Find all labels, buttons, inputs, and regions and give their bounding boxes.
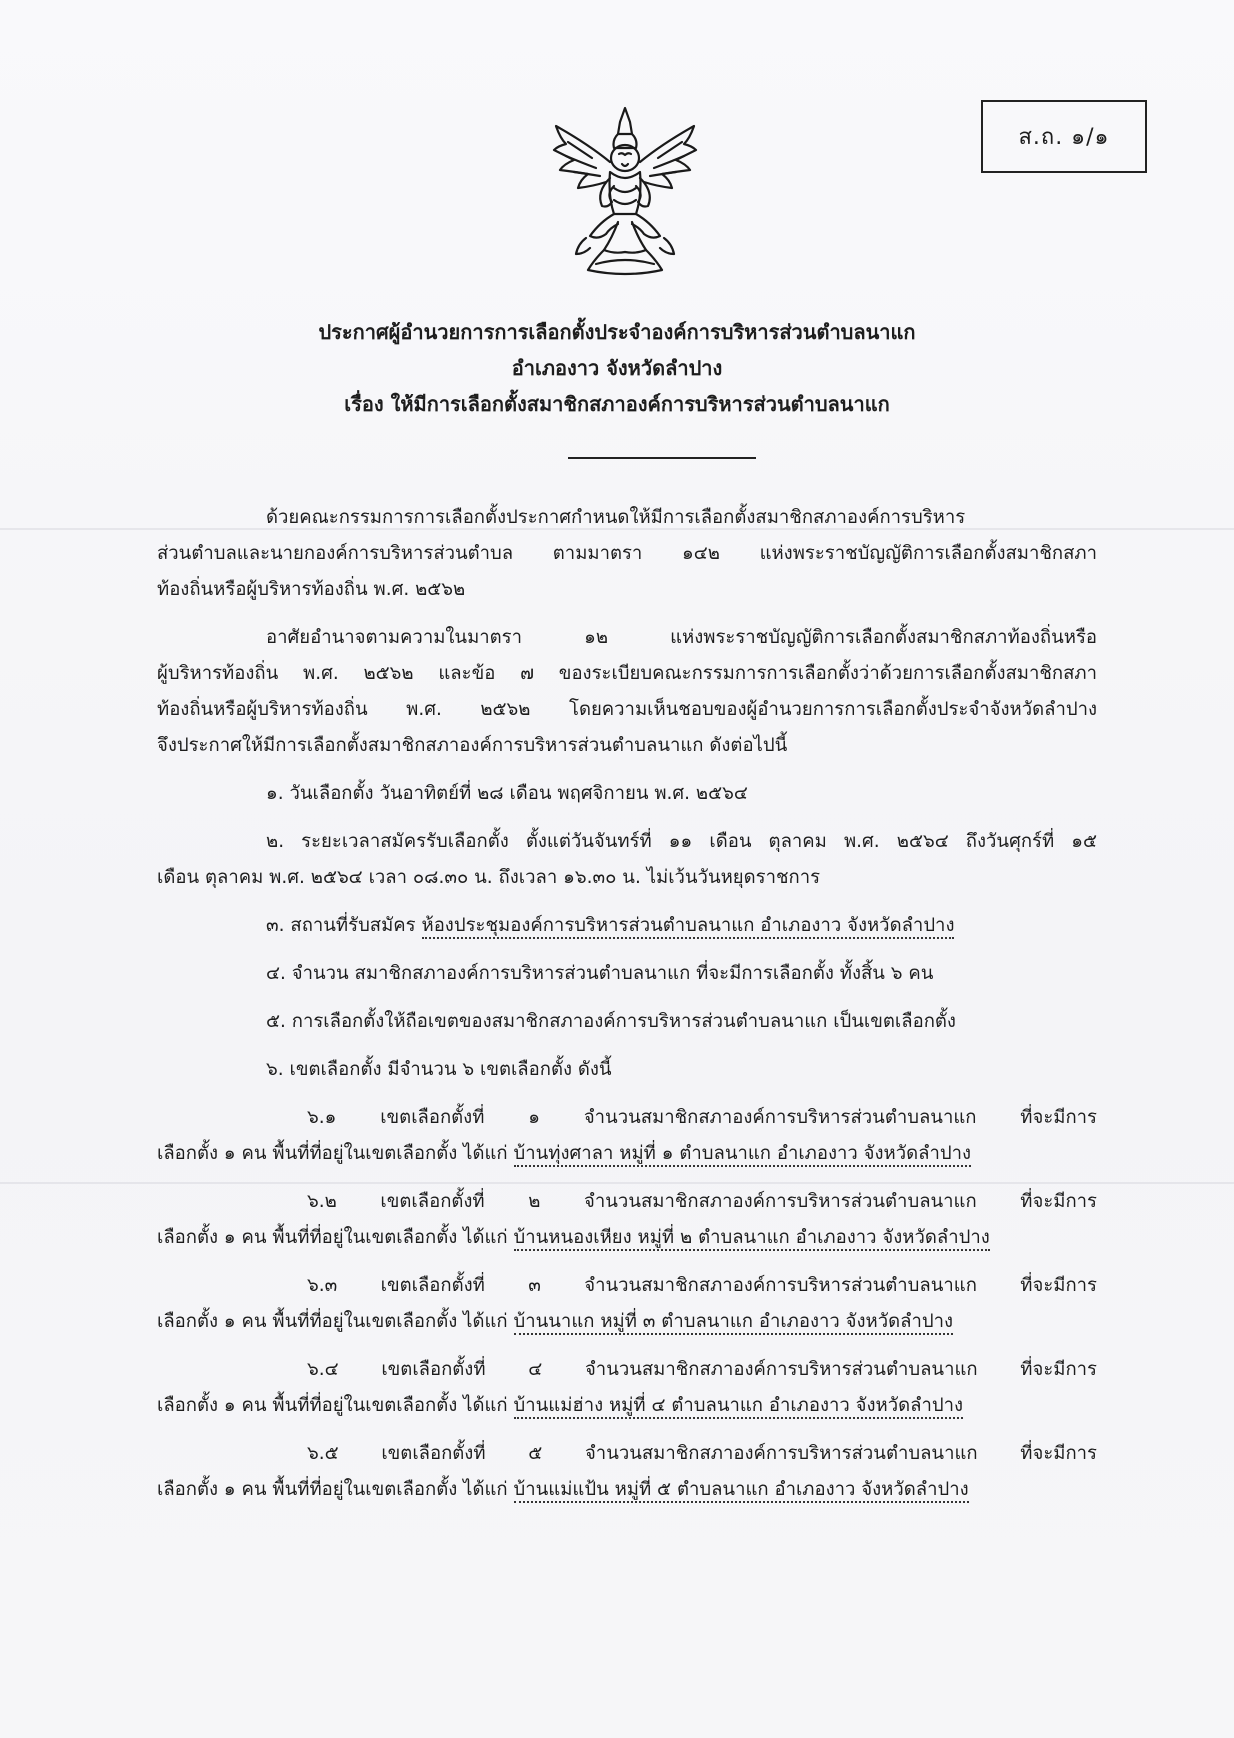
district-prefix: เลือกตั้ง ๑ คน พื้นที่ที่อยู่ในเขตเลือกตั้ง ได้แก่	[157, 1479, 514, 1500]
district-1-area-line	[157, 1136, 1097, 1172]
district-5-area-line	[157, 1472, 1097, 1508]
item-constituency: ๕. การเลือกตั้งให้ถือเขตของสมาชิกสภาองค์การบริหารส่วนตำบลนาแก เป็นเขตเลือกตั้ง	[266, 1011, 956, 1032]
title-line-2: อำเภองาว จังหวัดลำปาง	[511, 356, 723, 380]
district-1-area: บ้านทุ่งศาลา หมู่ที่ ๑ ตำบลนาแก อำเภองาว จังหวัดลำปาง	[514, 1143, 972, 1167]
form-code: ส.ถ. ๑/๑	[1018, 125, 1110, 150]
item-label: ๓. สถานที่รับสมัคร	[266, 915, 422, 936]
item-districts: ๖. เขตเลือกตั้ง มีจำนวน ๖ เขตเลือกตั้ง ดังนี้	[266, 1059, 612, 1080]
district-prefix: เลือกตั้ง ๑ คน พื้นที่ที่อยู่ในเขตเลือกตั้ง ได้แก่	[157, 1227, 514, 1248]
title-line-1: ประกาศผู้อำนวยการการเลือกตั้งประจำองค์การบริหารส่วนตำบลนาแก	[318, 320, 916, 344]
district-3-area-line	[157, 1304, 1097, 1340]
item-application-place	[157, 908, 1097, 944]
paragraph-1-line: ท้องถิ่นหรือผู้บริหารท้องถิ่น พ.ศ. ๒๕๖๒	[157, 579, 466, 600]
district-5-area: บ้านแม่แป้น หมู่ที่ ๕ ตำบลนาแก อำเภองาว จังหวัดลำปาง	[514, 1479, 969, 1503]
paragraph-2-line: ท้องถิ่นหรือผู้บริหารท้องถิ่น พ.ศ. ๒๕๖๒ โดยความเห็นชอบของผู้อำนวยการการเลือกตั้งประจำจังหวัดลำปาง	[157, 699, 1097, 720]
district-4-area-line	[157, 1388, 1097, 1424]
paragraph-2-line: อาศัยอำนาจตามความในมาตรา ๑๒ แห่งพระราชบัญญัติการเลือกตั้งสมาชิกสภาท้องถิ่นหรือ	[266, 627, 1097, 648]
district-3-line: ๖.๓ เขตเลือกตั้งที่ ๓ จำนวนสมาชิกสภาองค์การบริหารส่วนตำบลนาแก ที่จะมีการ	[307, 1275, 1097, 1296]
item-election-date: ๑. วันเลือกตั้ง วันอาทิตย์ที่ ๒๘ เดือน พฤศจิกายน พ.ศ. ๒๕๖๔	[266, 783, 748, 804]
item-application-period-cont: เดือน ตุลาคม พ.ศ. ๒๕๖๔ เวลา ๐๘.๓๐ น. ถึงเวลา ๑๖.๓๐ น. ไม่เว้นวันหยุดราชการ	[157, 867, 821, 888]
district-2-area: บ้านหนองเหียง หมู่ที่ ๒ ตำบลนาแก อำเภองาว จังหวัดลำปาง	[514, 1227, 990, 1251]
district-prefix: เลือกตั้ง ๑ คน พื้นที่ที่อยู่ในเขตเลือกตั้ง ได้แก่	[157, 1311, 514, 1332]
announcement-title	[0, 314, 1234, 422]
district-prefix: เลือกตั้ง ๑ คน พื้นที่ที่อยู่ในเขตเลือกตั้ง ได้แก่	[157, 1395, 514, 1416]
district-4-line: ๖.๔ เขตเลือกตั้งที่ ๔ จำนวนสมาชิกสภาองค์การบริหารส่วนตำบลนาแก ที่จะมีการ	[307, 1359, 1097, 1380]
item-application-period: ๒. ระยะเวลาสมัครรับเลือกตั้ง ตั้งแต่วันจันทร์ที่ ๑๑ เดือน ตุลาคม พ.ศ. ๒๕๖๔ ถึงวันศุกร์ที่ ๑๕	[266, 831, 1097, 852]
paragraph-2-line: จึงประกาศให้มีการเลือกตั้งสมาชิกสภาองค์การบริหารส่วนตำบลนาแก ดังต่อไปนี้	[157, 735, 788, 756]
title-line-3: เรื่อง ให้มีการเลือกตั้งสมาชิกสภาองค์การบริหารส่วนตำบลนาแก	[344, 392, 890, 416]
district-4-area: บ้านแม่ฮ่าง หมู่ที่ ๔ ตำบลนาแก อำเภองาว จังหวัดลำปาง	[514, 1395, 964, 1419]
paragraph-1-line: ด้วยคณะกรรมการการเลือกตั้งประกาศกำหนดให้มีการเลือกตั้งสมาชิกสภาองค์การบริหาร	[266, 507, 966, 528]
form-code-box	[981, 100, 1147, 173]
district-2-line: ๖.๒ เขตเลือกตั้งที่ ๒ จำนวนสมาชิกสภาองค์การบริหารส่วนตำบลนาแก ที่จะมีการ	[307, 1191, 1097, 1212]
paragraph-1-line: ส่วนตำบลและนายกองค์การบริหารส่วนตำบล ตามมาตรา ๑๔๒ แห่งพระราชบัญญัติการเลือกตั้งสมาชิกสภา	[157, 543, 1097, 564]
district-5-line: ๖.๕ เขตเลือกตั้งที่ ๕ จำนวนสมาชิกสภาองค์การบริหารส่วนตำบลนาแก ที่จะมีการ	[307, 1443, 1097, 1464]
district-1-line: ๖.๑ เขตเลือกตั้งที่ ๑ จำนวนสมาชิกสภาองค์การบริหารส่วนตำบลนาแก ที่จะมีการ	[307, 1107, 1097, 1128]
application-place-value: ห้องประชุมองค์การบริหารส่วนตำบลนาแก อำเภองาว จังหวัดลำปาง	[422, 915, 955, 939]
item-member-count: ๔. จำนวน สมาชิกสภาองค์การบริหารส่วนตำบลนาแก ที่จะมีการเลือกตั้ง ทั้งสิ้น ๖ คน	[266, 963, 934, 984]
district-prefix: เลือกตั้ง ๑ คน พื้นที่ที่อยู่ในเขตเลือกตั้ง ได้แก่	[157, 1143, 514, 1164]
title-divider	[568, 457, 756, 459]
district-3-area: บ้านนาแก หมู่ที่ ๓ ตำบลนาแก อำเภองาว จังหวัดลำปาง	[514, 1311, 954, 1335]
garuda-emblem-icon	[548, 104, 702, 280]
paragraph-2-line: ผู้บริหารท้องถิ่น พ.ศ. ๒๕๖๒ และข้อ ๗ ของระเบียบคณะกรรมการการเลือกตั้งว่าด้วยการเลือกตั้งสมาชิกสภา	[157, 663, 1097, 684]
announcement-body	[157, 500, 1097, 1508]
district-2-area-line	[157, 1220, 1097, 1256]
